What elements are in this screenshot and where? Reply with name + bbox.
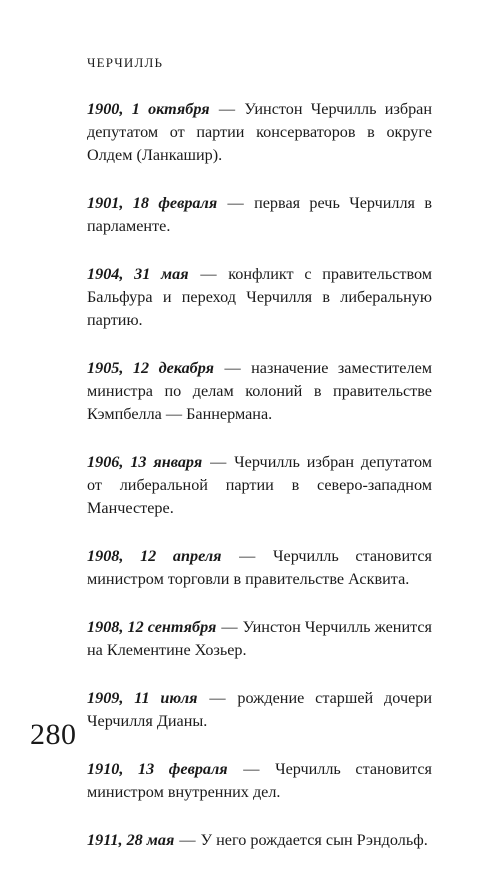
entry-text: первая речь Черчилля в парламенте. <box>87 194 432 235</box>
entry-date: 1904, 31 мая <box>87 265 189 283</box>
entry-date: 1906, 13 января <box>87 453 203 471</box>
chronology-entry <box>87 192 432 238</box>
entry-dash: — <box>200 265 217 283</box>
entry-text: конфликт с правительством Бальфура и переход Черчилля в либеральную партию. <box>87 265 433 329</box>
entry-dash: — <box>209 689 226 707</box>
entry-text: У него рождается сын Рэндольф. <box>200 831 428 849</box>
entry-text: рождение старшей дочери Черчилля Дианы. <box>87 689 433 730</box>
chronology-entry <box>87 687 432 733</box>
entry-dash: — <box>239 547 256 565</box>
chronology-entry <box>87 263 432 332</box>
entry-dash: — <box>210 453 227 471</box>
entry-date: 1911, 28 мая <box>87 831 175 849</box>
entry-dash: — <box>243 760 260 778</box>
entry-text: Черчилль становится министром торговли в правительстве Асквита. <box>87 547 433 588</box>
chronology-entry <box>87 829 432 852</box>
chronology-entry <box>87 616 432 662</box>
entry-text: Черчилль становится министром внутренних дел. <box>87 760 433 801</box>
entry-dash: — <box>179 831 196 849</box>
entry-dash: — <box>224 359 241 377</box>
page-number: 280 <box>30 718 77 751</box>
entry-date: 1910, 13 февраля <box>87 760 228 778</box>
entry-dash: — <box>221 618 238 636</box>
entry-date: 1905, 12 декабря <box>87 359 214 377</box>
running-head: ЧЕРЧИЛЛЬ <box>87 55 164 70</box>
entry-date: 1909, 11 июля <box>87 689 198 707</box>
chronology-entry <box>87 758 432 804</box>
entry-dash: — <box>227 194 244 212</box>
entry-text: Черчилль избран депутатом от либеральной партии в северо-западном Манчестере. <box>87 453 433 517</box>
chronology-list <box>87 98 432 877</box>
entry-date: 1900, 1 октября <box>87 100 210 118</box>
entry-text: назначение заместителем министра по делам колоний в правительстве Кэмпбелла — Баннермана. <box>87 359 432 423</box>
entry-text: Уинстон Черчилль избран депутатом от партии консерваторов в округе Олдем (Ланкашир). <box>87 100 433 164</box>
chronology-entry <box>87 545 432 591</box>
entry-date: 1908, 12 апреля <box>87 547 222 565</box>
entry-text: Уинстон Черчилль женится на Клементине Хозьер. <box>87 618 433 659</box>
entry-date: 1908, 12 сентября <box>87 618 217 636</box>
chronology-entry <box>87 357 432 426</box>
entry-dash: — <box>218 100 236 118</box>
chronology-entry <box>87 98 432 167</box>
entry-date: 1901, 18 февраля <box>87 194 218 212</box>
chronology-entry <box>87 451 432 520</box>
